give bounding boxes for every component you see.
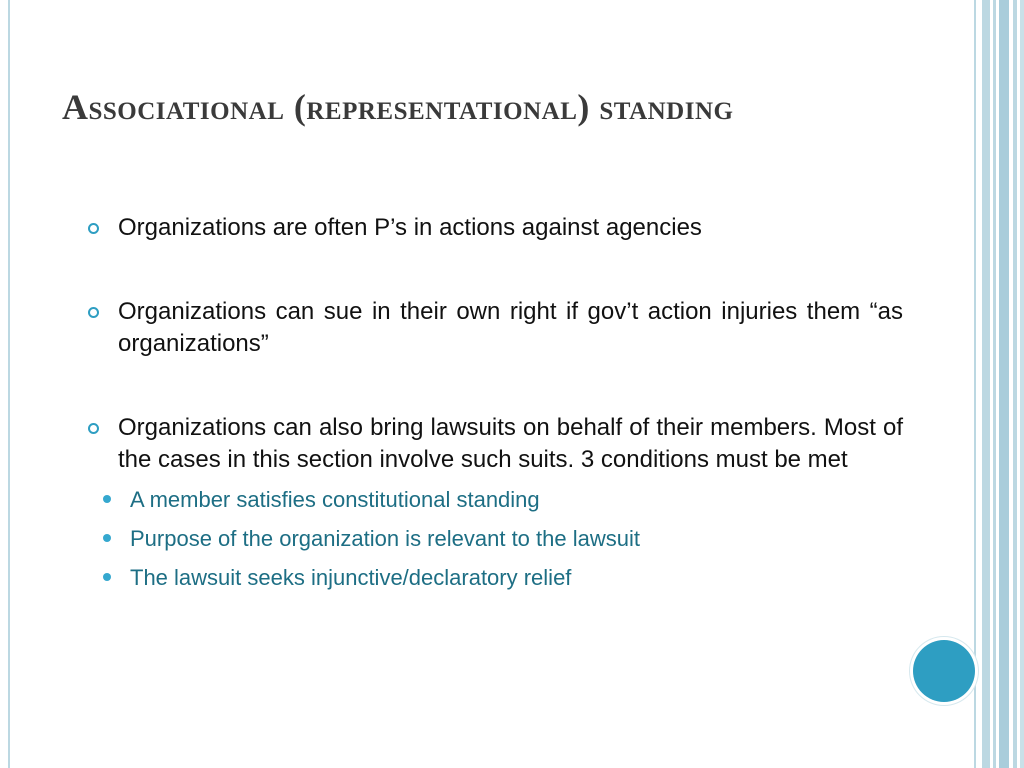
bullet-ring-icon [88,223,99,234]
bullet-ring-icon [88,307,99,318]
sub-bullet-text: The lawsuit seeks injunctive/declaratory relief [130,565,572,590]
sub-bullet-text: Purpose of the organization is relevant to the lawsuit [130,526,640,551]
bullet-dot-icon [103,534,111,542]
stripe [993,0,996,768]
bullet-item [88,296,903,360]
bullet-dot-icon [103,573,111,581]
sub-bullet-item [88,480,903,519]
sub-bullet-list [118,480,903,597]
sub-bullet-text: A member satisfies constitutional standing [130,487,540,512]
bullet-item [88,212,903,244]
bullet-text: Organizations are often P’s in actions against agencies [118,214,702,241]
bullet-text: Organizations can also bring lawsuits on behalf of their members. Most of the cases in this section involve such suits. 3 conditions must be met [118,414,903,473]
slide-body [88,212,903,597]
stripe [982,0,990,768]
stripe [1020,0,1024,768]
bullet-text: Organizations can sue in their own right if gov’t action injuries them “as organizations” [118,298,903,357]
sub-bullet-item [88,519,903,558]
sub-bullet-item [88,558,903,597]
decorative-circle [913,640,975,702]
decorative-stripes [976,0,1024,768]
slide-title: Associational (representational) standing [62,87,734,127]
bullet-ring-icon [88,423,99,434]
bullet-dot-icon [103,495,111,503]
bullet-item [88,412,903,597]
stripe [1013,0,1017,768]
stripe [999,0,1009,768]
